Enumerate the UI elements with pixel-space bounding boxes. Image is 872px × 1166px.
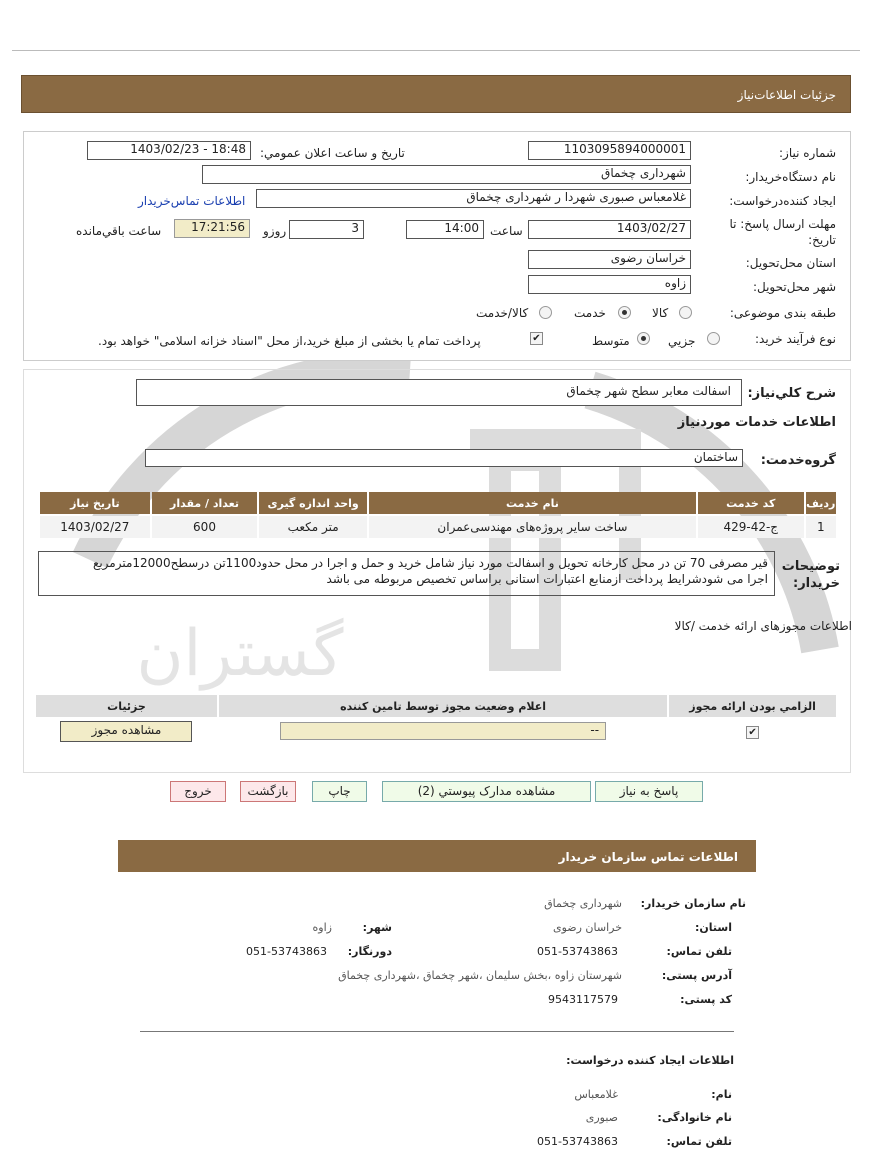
days-label: روزو bbox=[263, 224, 287, 238]
cell-unit: متر مکعب bbox=[259, 516, 367, 538]
cell-code: ج-42-429 bbox=[698, 516, 804, 538]
cell-permit-details bbox=[36, 719, 217, 743]
creator-field: غلامعباس صبوری شهردا ر شهرداری چخماق bbox=[256, 189, 691, 208]
col-permit-details: جزئيات bbox=[36, 695, 217, 717]
notes-box bbox=[38, 551, 775, 596]
category-radio-goods[interactable] bbox=[679, 306, 692, 319]
cell-qty: 600 bbox=[152, 516, 258, 538]
city-contact-label: شهر: bbox=[362, 921, 392, 934]
process-label: نوع فرآيند خريد: bbox=[755, 332, 836, 346]
col-unit: واحد اندازه گيری bbox=[259, 492, 367, 514]
name-label: نام: bbox=[711, 1088, 732, 1101]
table-row bbox=[40, 516, 836, 538]
cell-row: 1 bbox=[806, 516, 836, 538]
notes-line-1: قیر مصرفی 70 تن در محل کارخانه تحویل و اسفالت مورد نیاز شامل خرید و حمل و اجرا در محل حدود1100تن درسطح12000مترمربع bbox=[92, 556, 768, 570]
time-label: ساعت bbox=[490, 224, 523, 238]
exit-button[interactable]: خروج bbox=[170, 781, 226, 802]
name-value: غلامعباس bbox=[574, 1088, 618, 1101]
family-value: صبوری bbox=[585, 1111, 618, 1124]
city-field: زاوه bbox=[528, 275, 691, 294]
page-title: جزئيات اطلاعات‌نياز bbox=[737, 88, 836, 102]
deadline-label: مهلت ارسال پاسخ: تا تاريخ: bbox=[729, 217, 836, 247]
permits-title: اطلاعات مجوزهای ارائه خدمت /کالا bbox=[674, 619, 852, 633]
desc-label: شرح کلي‌نياز: bbox=[747, 386, 836, 401]
province-field: خراسان رضوی bbox=[528, 250, 691, 269]
remaining-time-field: 17:21:56 bbox=[174, 219, 250, 238]
creator-phone-label: تلفن تماس: bbox=[666, 1135, 732, 1148]
permit-required-checkbox[interactable]: ✔ bbox=[746, 726, 759, 739]
need-number-label: شماره نياز: bbox=[779, 146, 836, 160]
col-row: رديف bbox=[806, 492, 836, 514]
creator-section-title: اطلاعات ايجاد کننده درخواست: bbox=[566, 1054, 734, 1067]
top-divider bbox=[12, 50, 860, 51]
postal-value: 9543117579 bbox=[548, 993, 618, 1006]
contact-header bbox=[118, 840, 756, 872]
attachments-button[interactable]: مشاهده مدارک پيوستي (2) bbox=[382, 781, 591, 802]
permit-status-field: -- bbox=[280, 722, 606, 740]
process-option-medium: متوسط bbox=[592, 334, 630, 348]
buyer-org-label: نام دستگاه‌خريدار: bbox=[745, 170, 836, 184]
cell-permit-required bbox=[669, 719, 836, 743]
category-label: طبقه بندی موضوعی: bbox=[729, 306, 836, 320]
permits-table bbox=[34, 693, 838, 745]
remaining-label: ساعت باقي‌مانده bbox=[76, 224, 162, 238]
cell-permit-status bbox=[219, 719, 667, 743]
col-date: تاريخ نياز bbox=[40, 492, 150, 514]
announce-label: تاريخ و ساعت اعلان عمومي: bbox=[260, 146, 405, 160]
fax-value: 051-53743863 bbox=[246, 945, 327, 958]
col-name: نام خدمت bbox=[369, 492, 696, 514]
reply-button[interactable]: پاسخ به نياز bbox=[595, 781, 703, 802]
col-code: کد خدمت bbox=[698, 492, 804, 514]
creator-phone-value: 051-53743863 bbox=[537, 1135, 618, 1148]
category-radio-service[interactable] bbox=[618, 306, 631, 319]
group-label: گروه‌خدمت: bbox=[760, 453, 836, 468]
back-button[interactable]: بازگشت bbox=[240, 781, 296, 802]
province-label: استان محل‌تحويل: bbox=[745, 256, 836, 270]
payment-checkbox[interactable]: ✔ bbox=[530, 332, 543, 345]
desc-field: اسفالت معابر سطح شهر چخماق bbox=[136, 379, 742, 406]
creator-label: ايجاد کننده‌درخواست: bbox=[729, 194, 836, 208]
fax-label: دورنگار: bbox=[347, 945, 392, 958]
col-permit-status: اعلام وضعيت مجوز توسط تامين کننده bbox=[219, 695, 667, 717]
category-option-goods: کالا bbox=[652, 306, 669, 320]
address-value: شهرستان زاوه ،بخش سلیمان ،شهر چخماق ،شهرداری چخماق bbox=[338, 969, 622, 982]
services-title: اطلاعات خدمات موردنياز bbox=[677, 415, 836, 430]
buyer-org-field: شهرداری چخماق bbox=[202, 165, 691, 184]
city-contact-value: زاوه bbox=[312, 921, 332, 934]
page-header bbox=[21, 75, 851, 113]
process-option-minor: جزيي bbox=[668, 334, 696, 348]
category-option-service: خدمت bbox=[574, 306, 606, 320]
print-button[interactable]: چاپ bbox=[312, 781, 367, 802]
need-number-field: 1103095894000001 bbox=[528, 141, 691, 160]
days-field: 3 bbox=[289, 220, 364, 239]
city-label: شهر محل‌تحويل: bbox=[752, 280, 836, 294]
group-field: ساختمان bbox=[145, 449, 743, 467]
process-radio-minor[interactable] bbox=[707, 332, 720, 345]
province-contact-value: خراسان رضوی bbox=[552, 921, 622, 934]
category-radio-both[interactable] bbox=[539, 306, 552, 319]
family-label: نام خانوادگی: bbox=[657, 1111, 732, 1124]
contact-divider bbox=[140, 1031, 734, 1032]
address-label: آدرس پستی: bbox=[661, 969, 732, 982]
view-permit-button[interactable]: مشاهده مجوز bbox=[60, 721, 192, 742]
svg-text:گستران: گستران bbox=[136, 617, 344, 691]
phone-value: 051-53743863 bbox=[537, 945, 618, 958]
cell-name: ساخت ساير پروژه‌های مهندسی‌عمران bbox=[369, 516, 696, 538]
postal-label: کد پستی: bbox=[680, 993, 732, 1006]
contact-title: اطلاعات تماس سازمان خريدار bbox=[558, 850, 738, 864]
category-option-both: کالا/خدمت bbox=[476, 306, 529, 320]
province-contact-label: استان: bbox=[695, 921, 732, 934]
cell-date: 1403/02/27 bbox=[40, 516, 150, 538]
process-radio-medium[interactable] bbox=[637, 332, 650, 345]
announce-field: 1403/02/23 - 18:48 bbox=[87, 141, 251, 160]
col-permit-required: الزامي بودن ارائه مجوز bbox=[669, 695, 836, 717]
contact-info-link[interactable]: اطلاعات تماس‌خريدار bbox=[138, 194, 246, 208]
services-table bbox=[38, 490, 838, 540]
col-qty: تعداد / مقدار bbox=[152, 492, 258, 514]
org-value: شهرداری چخماق bbox=[544, 897, 622, 910]
phone-label: تلفن تماس: bbox=[666, 945, 732, 958]
deadline-time-field: 14:00 bbox=[406, 220, 484, 239]
table-row bbox=[36, 719, 836, 743]
notes-line-2: اجرا می شودشرایط پرداخت ازمنابع اعتبارات استانی براساس تخصیص مربوطه می باشد bbox=[326, 572, 768, 586]
org-label: نام سازمان خريدار: bbox=[640, 897, 746, 910]
payment-note: پرداخت تمام يا بخشی از مبلغ خريد،از محل "اسناد خزانه اسلامی" خواهد بود. bbox=[98, 334, 481, 348]
notes-label: توضيحات خريدار: bbox=[781, 559, 840, 591]
deadline-date-field: 1403/02/27 bbox=[528, 220, 691, 239]
